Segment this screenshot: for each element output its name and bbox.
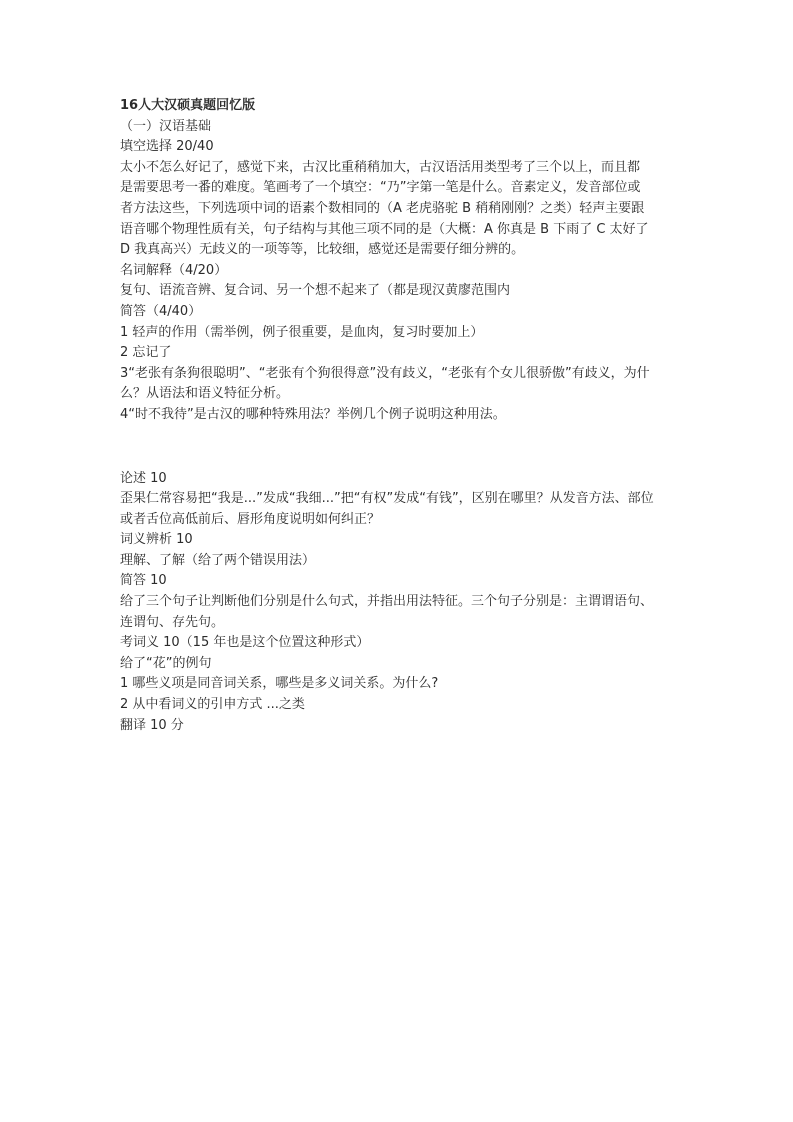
short-answer-q4: 4“时不我待”是古汉的哪种特殊用法？举例几个例子说明这种用法。 <box>120 406 506 422</box>
document-page <box>120 96 682 736</box>
lexical-q2: 2 从中看词义的引申方式 ...之类 <box>120 697 305 713</box>
document-title: 16人大汉硕真题回忆版 <box>120 98 256 113</box>
essay-text-line-1: 歪果仁常容易把“我是...”发成“我细...”把“有权”发成“有钱”，区别在哪里？从发音方法、部位 <box>120 491 654 507</box>
short-answer-2-text-line-1: 给了三个句子让判断他们分别是什么句式，并指出用法特征。三个句子分别是：主谓谓语句、 <box>120 594 654 610</box>
translation-heading: 翻译 10 分 <box>120 717 184 733</box>
lexical-heading: 考词义 10（15 年也是这个位置这种形式） <box>120 635 370 651</box>
fill-choice-text-line-3: 者方法这些，下列选项中词的语素个数相同的（A 老虎骆驼 B 稍稍刚刚？之类）轻声主要跟 <box>120 200 645 216</box>
fill-choice-text-line-2: 是需要思考一番的难度。笔画考了一个填空：“乃”字第一笔是什么。音素定义，发音部位或 <box>120 180 641 196</box>
word-meaning-heading: 词义辨析 10 <box>120 532 193 548</box>
short-answer-q3-line-1: 3“老张有条狗很聪明”、“老张有个狗很得意”没有歧义，“老张有个女儿很骄傲”有歧义，为什 <box>120 365 650 381</box>
fill-choice-text-line-5: D 我真高兴）无歧义的一项等等，比较细，感觉还是需要仔细分辨的。 <box>120 242 525 258</box>
short-answer-2-text-line-2: 连谓句、存先句。 <box>120 614 225 630</box>
fill-choice-heading: 填空选择 20/40 <box>120 139 214 155</box>
short-answer-heading: 简答（4/40） <box>120 303 202 319</box>
short-answer-2-heading: 简答 10 <box>120 573 167 589</box>
fill-choice-text-line-1: 太小不怎么好记了，感觉下来，古汉比重稍稍加大，古汉语活用类型考了三个以上，而且都 <box>120 159 641 175</box>
terms-heading: 名词解释（4/20） <box>120 262 228 278</box>
fill-choice-text-line-4: 语音哪个物理性质有关，句子结构与其他三项不同的是（大概：A 你真是 B 下雨了 C 太好了 <box>120 221 649 237</box>
lexical-q1: 1 哪些义项是同音词关系，哪些是多义词关系。为什么? <box>120 676 439 692</box>
word-meaning-text: 理解、了解（给了两个错误用法） <box>120 552 316 568</box>
essay-heading: 论述 10 <box>120 470 167 486</box>
short-answer-q3-line-2: 么？从语法和语义特征分析。 <box>120 386 290 402</box>
short-answer-q2: 2 忘记了 <box>120 345 172 361</box>
lexical-intro: 给了“花”的例句 <box>120 655 212 671</box>
section-spacer <box>120 426 682 469</box>
terms-text: 复句、语流音辨、复合词、另一个想不起来了（都是现汉黄廖范围内 <box>120 283 511 299</box>
section-heading-chinese-basics: （一）汉语基础 <box>120 118 212 134</box>
short-answer-q1: 1 轻声的作用（需举例，例子很重要，是血肉，复习时要加上） <box>120 324 484 340</box>
essay-text-line-2: 或者舌位高低前后、唇形角度说明如何纠正？ <box>120 511 381 527</box>
